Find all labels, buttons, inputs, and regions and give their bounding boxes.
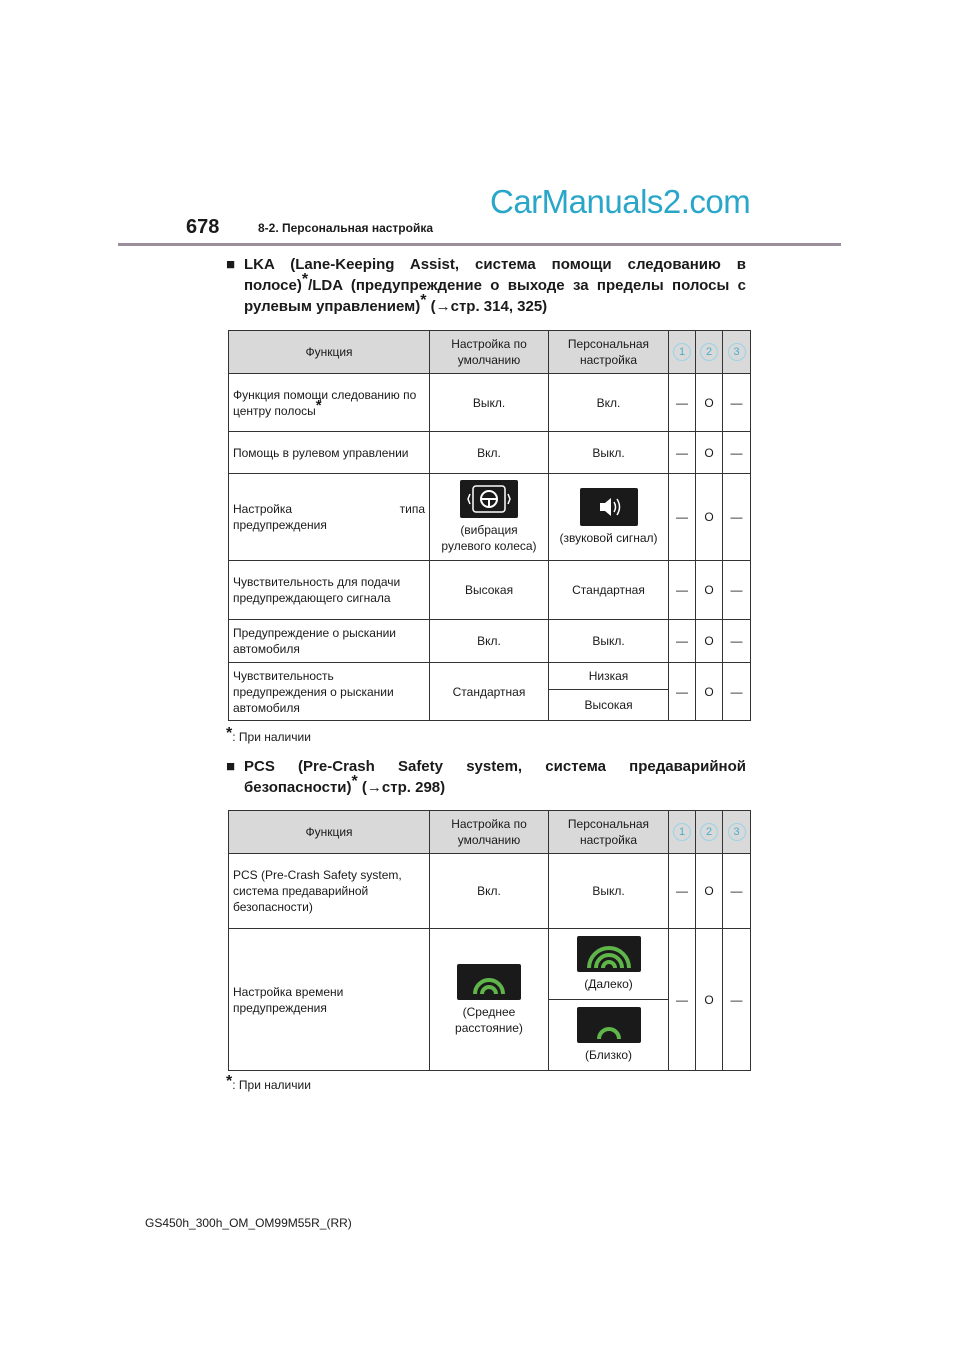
asterisk: *	[315, 396, 322, 414]
column-header-1	[669, 811, 696, 854]
steering-wheel-vibration-icon	[460, 480, 518, 518]
column-header-personal: Персональная настройка	[549, 331, 669, 374]
table-row	[229, 474, 751, 561]
mark-cell: O	[696, 474, 723, 561]
mark-cell: —	[669, 854, 696, 929]
personal-cell: Стандартная	[549, 561, 669, 620]
asterisk: *	[226, 1073, 233, 1090]
column-header-2	[696, 331, 723, 374]
column-header-default: Настройка по умолчанию	[430, 811, 549, 854]
mark-cell: —	[723, 561, 751, 620]
lka-heading-text-2: /LDA (предупреждение о выходе за пределы полосы с рулевым управлением)	[244, 277, 746, 315]
asterisk: *	[351, 773, 358, 790]
personal-cell: Вкл.	[549, 374, 669, 432]
pcs-footnote: *: При наличии	[226, 1073, 311, 1092]
function-cell: Функция помощи следованию по центру полосы*	[229, 374, 430, 432]
table-row	[229, 620, 751, 663]
column-header-default: Настройка по умолчанию	[430, 331, 549, 374]
function-cell: Предупреждение о рыскании автомобиля	[229, 620, 430, 663]
column-header-function: Функция	[229, 331, 430, 374]
mark-cell: O	[696, 854, 723, 929]
mark-cell: —	[723, 854, 751, 929]
default-cell: Вкл.	[430, 620, 549, 663]
table-row	[229, 374, 751, 432]
asterisk: *	[226, 725, 233, 742]
column-header-3	[723, 331, 751, 374]
table-row	[229, 929, 751, 1000]
lka-heading	[226, 254, 746, 317]
mark-cell: O	[696, 374, 723, 432]
asterisk: *	[301, 271, 309, 288]
lka-footnote: *: При наличии	[226, 725, 311, 744]
mark-cell: —	[723, 929, 751, 1071]
personal-cell: (звуковой сигнал)	[549, 474, 669, 561]
function-cell: Настройка времени предупреждения	[229, 929, 430, 1071]
default-cell: (вибрация рулевого колеса)	[430, 474, 549, 561]
mark-cell: —	[669, 374, 696, 432]
mark-cell: —	[723, 663, 751, 721]
default-cell: Вкл.	[430, 854, 549, 929]
personal-cell: (Близко)	[549, 1000, 669, 1071]
header-rule	[118, 243, 841, 246]
mark-cell: O	[696, 561, 723, 620]
mark-cell: O	[696, 663, 723, 721]
pcs-near-distance-icon	[577, 1007, 641, 1043]
mark-cell: —	[723, 474, 751, 561]
personal-cell: Выкл.	[549, 854, 669, 929]
mark-cell: —	[669, 620, 696, 663]
pcs-heading-ref: (→стр. 298)	[357, 779, 446, 796]
mark-cell: —	[723, 432, 751, 474]
mark-cell: —	[723, 620, 751, 663]
personal-cell: Высокая	[549, 690, 669, 721]
function-cell: Чувствительность предупреждения о рыскании автомобиля	[229, 663, 430, 721]
mark-cell: O	[696, 432, 723, 474]
circled-2-icon: 2	[700, 823, 718, 841]
mark-cell: —	[669, 432, 696, 474]
default-cell: Вкл.	[430, 432, 549, 474]
column-header-1	[669, 331, 696, 374]
pcs-middle-distance-icon	[457, 964, 521, 1000]
column-header-2	[696, 811, 723, 854]
table-header-row	[229, 331, 751, 374]
bullet-icon: ■	[226, 758, 236, 775]
personal-cell: Низкая	[549, 663, 669, 690]
watermark: CarManuals2.com	[490, 183, 751, 220]
pcs-heading	[226, 756, 746, 798]
mark-cell: O	[696, 929, 723, 1071]
function-cell: Настройка типа предупреждения	[229, 474, 430, 561]
table-row	[229, 432, 751, 474]
mark-cell: —	[669, 474, 696, 561]
default-cell: Стандартная	[430, 663, 549, 721]
buzzer-sound-icon	[580, 488, 638, 526]
bullet-icon: ■	[226, 256, 236, 273]
circled-1-icon: 1	[673, 343, 691, 361]
function-cell: PCS (Pre-Crash Safety system, система предаварийной безопасности)	[229, 854, 430, 929]
default-cell: (Среднее расстояние)	[430, 929, 549, 1071]
mark-cell: —	[669, 929, 696, 1071]
page-number: 678	[186, 216, 220, 238]
lka-table	[228, 330, 751, 721]
default-cell: Выкл.	[430, 374, 549, 432]
lka-heading-ref: (→стр. 314, 325)	[426, 298, 548, 315]
personal-cell: (Далеко)	[549, 929, 669, 1000]
circled-1-icon: 1	[673, 823, 691, 841]
default-cell: Высокая	[430, 561, 549, 620]
mark-cell: —	[669, 561, 696, 620]
mark-cell: O	[696, 620, 723, 663]
column-header-3	[723, 811, 751, 854]
table-header-row	[229, 811, 751, 854]
function-cell: Помощь в рулевом управлении	[229, 432, 430, 474]
pcs-heading-text: PCS (Pre-Crash Safety system, система предаварийной безопасности)	[244, 758, 746, 796]
column-header-personal: Персональная настройка	[549, 811, 669, 854]
lka-heading-text: LKA (Lane-Keeping Assist, система помощи следованию в полосе)	[244, 256, 746, 294]
column-header-function: Функция	[229, 811, 430, 854]
pcs-far-distance-icon	[577, 936, 641, 972]
table-row	[229, 663, 751, 690]
circled-2-icon: 2	[700, 343, 718, 361]
document-id: GS450h_300h_OM_OM99M55R_(RR)	[145, 1216, 352, 1230]
table-row	[229, 561, 751, 620]
mark-cell: —	[723, 374, 751, 432]
section-title: 8-2. Персональная настройка	[258, 221, 434, 235]
function-cell: Чувствительность для подачи предупреждающего сигнала	[229, 561, 430, 620]
mark-cell: —	[669, 663, 696, 721]
personal-cell: Выкл.	[549, 432, 669, 474]
pcs-table	[228, 810, 751, 1071]
table-row	[229, 854, 751, 929]
personal-cell: Выкл.	[549, 620, 669, 663]
asterisk: *	[420, 292, 427, 309]
circled-3-icon: 3	[728, 823, 746, 841]
circled-3-icon: 3	[728, 343, 746, 361]
